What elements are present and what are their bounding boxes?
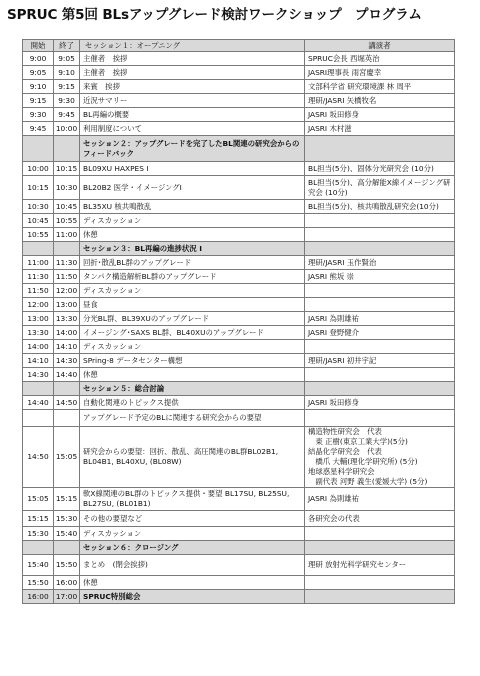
program-row bbox=[23, 576, 455, 590]
end-time: 9:30 bbox=[54, 94, 80, 108]
talk-title: 軟X線関連のBL群のトピックス提供・要望 BL17SU, BL25SU, BL27SU, (BL01B1) bbox=[80, 488, 305, 511]
end-time: 10:15 bbox=[54, 162, 80, 176]
talk-title: 利用制度について bbox=[80, 122, 305, 136]
talk-title: その他の要望など bbox=[80, 511, 305, 527]
program-row bbox=[23, 555, 455, 576]
program-row bbox=[23, 326, 455, 340]
start-time: 10:45 bbox=[23, 214, 54, 228]
program-table bbox=[22, 39, 455, 604]
end-time bbox=[54, 382, 80, 396]
start-time: 11:00 bbox=[23, 256, 54, 270]
end-time: 15:30 bbox=[54, 511, 80, 527]
speaker: 理研/JASRI 初井宇記 bbox=[305, 354, 455, 368]
speaker: BL担当(5分)、核共鳴散乱研究会(10分) bbox=[305, 200, 455, 214]
end-time: 15:50 bbox=[54, 555, 80, 576]
program-row bbox=[23, 52, 455, 66]
program-row bbox=[23, 256, 455, 270]
session-header-row bbox=[23, 242, 455, 256]
session-header-row bbox=[23, 541, 455, 555]
start-time bbox=[23, 242, 54, 256]
session-title: セッション６：クロージング bbox=[80, 541, 305, 555]
talk-title: BL09XU HAXPES I bbox=[80, 162, 305, 176]
session-title: セッション３：BL再編の進捗状況 I bbox=[80, 242, 305, 256]
speaker bbox=[305, 228, 455, 242]
end-time: 13:00 bbox=[54, 298, 80, 312]
end-time: 9:05 bbox=[54, 52, 80, 66]
speaker bbox=[305, 527, 455, 541]
speaker: JASRI 熊坂 崇 bbox=[305, 270, 455, 284]
program-row bbox=[23, 94, 455, 108]
program-row bbox=[23, 80, 455, 94]
program-row bbox=[23, 214, 455, 228]
session-title: セッション５：総合討論 bbox=[80, 382, 305, 396]
program-row bbox=[23, 354, 455, 368]
start-time: 9:00 bbox=[23, 52, 54, 66]
speaker bbox=[305, 410, 455, 427]
end-time: 12:00 bbox=[54, 284, 80, 298]
table-header-row bbox=[23, 40, 455, 52]
end-time: 10:55 bbox=[54, 214, 80, 228]
start-time: 9:45 bbox=[23, 122, 54, 136]
speaker: BL担当(5分)、高分解能X線イメージング研究会 (10分) bbox=[305, 176, 455, 200]
program-row bbox=[23, 162, 455, 176]
session-header-row bbox=[23, 382, 455, 396]
start-time: 9:15 bbox=[23, 94, 54, 108]
speaker bbox=[305, 368, 455, 382]
end-time: 14:10 bbox=[54, 340, 80, 354]
talk-title: 研究会からの要望：回折、散乱、高圧関連のBL群BL02B1, BL04B1, BL40XU, (BL08W) bbox=[80, 427, 305, 488]
start-time: 10:55 bbox=[23, 228, 54, 242]
speaker bbox=[305, 590, 455, 604]
talk-title: ディスカッション bbox=[80, 527, 305, 541]
program-row bbox=[23, 122, 455, 136]
speaker: JASRI 登野健介 bbox=[305, 326, 455, 340]
program-table-body bbox=[23, 40, 455, 604]
start-time: 15:30 bbox=[23, 527, 54, 541]
talk-title: ディスカッション bbox=[80, 284, 305, 298]
talk-title: 昼食 bbox=[80, 298, 305, 312]
speaker bbox=[305, 576, 455, 590]
program-row bbox=[23, 368, 455, 382]
session-title: SPRUC特別総会 bbox=[80, 590, 305, 604]
speaker: 各研究会の代表 bbox=[305, 511, 455, 527]
start-time: 13:30 bbox=[23, 326, 54, 340]
program-row bbox=[23, 396, 455, 410]
speaker bbox=[305, 382, 455, 396]
start-time: 13:00 bbox=[23, 312, 54, 326]
start-time: 12:00 bbox=[23, 298, 54, 312]
start-time: 15:40 bbox=[23, 555, 54, 576]
program-row bbox=[23, 108, 455, 122]
program-row bbox=[23, 410, 455, 427]
speaker: 文部科学省 研究環境課 林 周平 bbox=[305, 80, 455, 94]
end-time: 11:00 bbox=[54, 228, 80, 242]
start-time: 14:30 bbox=[23, 368, 54, 382]
talk-title: ディスカッション bbox=[80, 214, 305, 228]
page-title: SPRUC 第5回 BLsアップグレード検討ワークショップ プログラム bbox=[7, 7, 422, 23]
end-time: 15:40 bbox=[54, 527, 80, 541]
talk-title: イメージング･SAXS BL群、BL40XUのアップグレード bbox=[80, 326, 305, 340]
speaker: JASRI理事長 雨宮慶幸 bbox=[305, 66, 455, 80]
talk-title: 休憩 bbox=[80, 576, 305, 590]
end-time: 10:45 bbox=[54, 200, 80, 214]
end-time: 11:30 bbox=[54, 256, 80, 270]
end-time: 16:00 bbox=[54, 576, 80, 590]
start-time: 9:05 bbox=[23, 66, 54, 80]
session-header-row bbox=[23, 136, 455, 162]
start-time: 15:05 bbox=[23, 488, 54, 511]
program-row bbox=[23, 228, 455, 242]
end-time: 9:10 bbox=[54, 66, 80, 80]
talk-title: 主催者 挨拶 bbox=[80, 66, 305, 80]
start-time bbox=[23, 541, 54, 555]
program-row bbox=[23, 284, 455, 298]
start-time bbox=[23, 136, 54, 162]
start-time: 11:50 bbox=[23, 284, 54, 298]
start-time-header: 開始 bbox=[23, 40, 54, 52]
start-time: 10:15 bbox=[23, 176, 54, 200]
speaker bbox=[305, 136, 455, 162]
talk-title: BL20B2 医学・イメージングI bbox=[80, 176, 305, 200]
start-time bbox=[23, 382, 54, 396]
speaker bbox=[305, 541, 455, 555]
start-time: 9:10 bbox=[23, 80, 54, 94]
talk-title: まとめ (閉会挨拶) bbox=[80, 555, 305, 576]
talk-title: SPring-8 データセンター構想 bbox=[80, 354, 305, 368]
speaker: 理研 放射光科学研究センター bbox=[305, 555, 455, 576]
start-time bbox=[23, 410, 54, 427]
end-time: 11:50 bbox=[54, 270, 80, 284]
speaker: JASRI 坂田修身 bbox=[305, 108, 455, 122]
session-header-row bbox=[23, 590, 455, 604]
end-time bbox=[54, 242, 80, 256]
start-time: 14:00 bbox=[23, 340, 54, 354]
speaker bbox=[305, 214, 455, 228]
speaker bbox=[305, 340, 455, 354]
start-time: 10:00 bbox=[23, 162, 54, 176]
program-row bbox=[23, 340, 455, 354]
speaker: 構造物性研究会 代表 東 正樹(東京工業大学)(5分) 結晶化学研究会 代表 橋爪 大輔(理化学研究所) (5分) 地球惑星科学研究会 副代表 河野 義生(愛媛大学) (5分) bbox=[305, 427, 455, 488]
program-row bbox=[23, 511, 455, 527]
talk-title: BL再編の概要 bbox=[80, 108, 305, 122]
talk-title: 主催者 挨拶 bbox=[80, 52, 305, 66]
start-time: 15:50 bbox=[23, 576, 54, 590]
end-time bbox=[54, 136, 80, 162]
start-time: 9:30 bbox=[23, 108, 54, 122]
talk-title: 近況サマリー bbox=[80, 94, 305, 108]
start-time: 14:10 bbox=[23, 354, 54, 368]
speaker: 理研/JASRI 矢橋牧名 bbox=[305, 94, 455, 108]
end-time: 10:30 bbox=[54, 176, 80, 200]
speaker-header: 講演者 bbox=[305, 40, 455, 52]
end-time: 17:00 bbox=[54, 590, 80, 604]
end-time: 14:50 bbox=[54, 396, 80, 410]
speaker: JASRI 木村滋 bbox=[305, 122, 455, 136]
talk-title: タンパク構造解析BL群のアップグレード bbox=[80, 270, 305, 284]
talk-title: アップグレード予定のBLに関連する研究会からの要望 bbox=[80, 410, 305, 427]
end-time: 13:30 bbox=[54, 312, 80, 326]
talk-title: 来賓 挨拶 bbox=[80, 80, 305, 94]
end-time: 14:30 bbox=[54, 354, 80, 368]
speaker: JASRI 坂田修身 bbox=[305, 396, 455, 410]
speaker bbox=[305, 242, 455, 256]
start-time: 14:40 bbox=[23, 396, 54, 410]
talk-title: ディスカッション bbox=[80, 340, 305, 354]
start-time: 15:15 bbox=[23, 511, 54, 527]
end-time: 15:05 bbox=[54, 427, 80, 488]
end-time: 15:15 bbox=[54, 488, 80, 511]
talk-title: 回折･散乱BL群のアップグレード bbox=[80, 256, 305, 270]
speaker bbox=[305, 284, 455, 298]
program-row bbox=[23, 176, 455, 200]
talk-title: 休憩 bbox=[80, 228, 305, 242]
program-row bbox=[23, 427, 455, 488]
speaker bbox=[305, 298, 455, 312]
start-time: 16:00 bbox=[23, 590, 54, 604]
start-time: 10:30 bbox=[23, 200, 54, 214]
program-row bbox=[23, 312, 455, 326]
start-time: 14:50 bbox=[23, 427, 54, 488]
talk-title: 分光BL群、BL39XUのアップグレード bbox=[80, 312, 305, 326]
talk-title: 自動化関連のトピックス提供 bbox=[80, 396, 305, 410]
end-time bbox=[54, 541, 80, 555]
end-time: 10:00 bbox=[54, 122, 80, 136]
end-time: 9:45 bbox=[54, 108, 80, 122]
speaker: SPRUC会長 西堀英治 bbox=[305, 52, 455, 66]
program-row bbox=[23, 488, 455, 511]
end-time: 14:00 bbox=[54, 326, 80, 340]
end-time: 9:15 bbox=[54, 80, 80, 94]
program-row bbox=[23, 270, 455, 284]
talk-title: 休憩 bbox=[80, 368, 305, 382]
program-row bbox=[23, 66, 455, 80]
end-time: 14:40 bbox=[54, 368, 80, 382]
talk-title: BL35XU 核共鳴散乱 bbox=[80, 200, 305, 214]
start-time: 11:30 bbox=[23, 270, 54, 284]
speaker: BL担当(5分)、固体分光研究会 (10分) bbox=[305, 162, 455, 176]
speaker: 理研/JASRI 玉作賢治 bbox=[305, 256, 455, 270]
end-time bbox=[54, 410, 80, 427]
program-row bbox=[23, 527, 455, 541]
speaker: JASRI 為則雄祐 bbox=[305, 312, 455, 326]
session-1-header: セッション１：オープニング bbox=[80, 40, 305, 52]
end-time-header: 終了 bbox=[54, 40, 80, 52]
session-title: セッション２：アップグレードを完了したBL関連の研究会からのフィードバック bbox=[80, 136, 305, 162]
speaker: JASRI 為則雄祐 bbox=[305, 488, 455, 511]
program-row bbox=[23, 200, 455, 214]
program-row bbox=[23, 298, 455, 312]
